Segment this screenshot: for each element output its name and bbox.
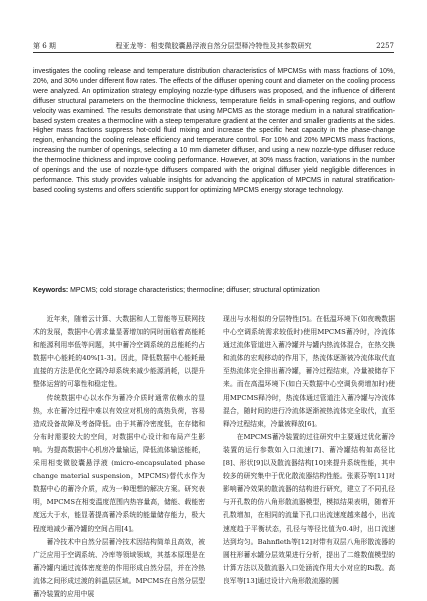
running-title: 程亚龙等：相变微胶囊悬浮液自然分层型释冷特性及其参数研究 bbox=[115, 42, 312, 50]
right-paragraph-2: 在MPCMS蓄冷装置的过往研究中主要通过优化蓄冷装置的运行参数如入口流速[7]、蓄冷罐结构如高径比[8]、形状[9]以及散流器结构[10]来提升系统性能，其中较多的研究集中于优化散流器结构性能。张素芬等[11]对影响蓄冷效果的散流器的结构进行研究，建立了不同孔径与开孔数的仿八角形散流器模型，模拟结果表明，随着开孔数增加，在相同的流量下孔口出流速度越来越小，出流速度趋于平衡状态，孔径与等径比值为0.4时，出口流速达到均匀。Bahnfleth等[12]对带有双层八角形散流器的圆柱形蓄水罐分层效果进行分析，提出了二维数值模型的计算方法以及散流器入口处涵流作用大小对应的Ri数。高良军等[13]通过设计六角形散流器的圆 bbox=[223, 432, 395, 585]
left-paragraph-2: 传统数据中心以水作为蓄冷介质时通常依赖水的显热，水在蓄冷过程中难以有效应对机房的高热负荷，容易造成设备故障及考备降低。由于其蓄冷密度低，在存储和分布时需要较大的空间，对数据中心设计和布局产生影响。为提高数据中心机房冷量输运，降低流体输送能耗，采用相变微胶囊悬浮液 (micro-encapsulated phase change material suspension，MPCMS)替代水作为数据中心的蓄冷介质，成为一种理想的解决方案。研究表明，MPCMS在相变温度范围内热容量高，储能、载能密度远大于水，能显著提高蓄冷系统的能量储存能力，极大程度地减少蓄冷罐的空间占用[4]。 bbox=[33, 393, 205, 533]
left-column bbox=[33, 313, 205, 601]
left-paragraph-1: 近年来，随着云计算、大数据和人工智能等互联网技术的发展，数据中心需求量显著增加的同时面临着高能耗和能源利用率低等问题，其中蓄冷空调系统的总能耗约占数据中心能耗的40%[1-3]。因此，降低数据中心能耗最直接的方法是优化空调冷却系统来减少能源消耗，以提升整体运营的可靠性和稳定性。 bbox=[33, 315, 205, 389]
left-paragraph-3: 蓄冷技术中自然分层蓄冷技术因结构简单且高效，被广泛应用于空调系统、冷库等领域领域，其基本原理是在蓄冷罐内通过流体密度差的作用形成自然分层，并在冷热流体之间形成过渡的斜温层区域。MPCMS在自然分层型蓄冷装置的应用中展 bbox=[33, 537, 205, 598]
issue-number: 第 6 期 bbox=[33, 42, 56, 50]
keywords-text: MPCMS; cold storage characteristics; thermocline; diffuser; structural optimization bbox=[68, 287, 320, 294]
keywords bbox=[33, 286, 395, 296]
abstract-body: investigates the cooling release and temperature distribution characteristics of MPCMSs with mass fractions of 10%, 20%, and 30% under different flow rates. The effects of the diffuser opening count and diameter on the cooling process were analyzed. An optimization strategy employing nozzle-type diffusers was proposed, and the influence of different diffuser structural parameters on the thermocline thickness, temperature fields in small-opening regions, and outflow velocity was examined. The results demonstrate that using MPCMS as the storage medium in a natural stratification-based system creates a thermocline with a steep temperature gradient at the center and smaller gradients at the sides. Higher mass fractions suppress hot-cold fluid mixing and increase the specific heat capacity in the phase-change region, enhancing the cooling release efficiency and temperature control. For 10% and 20% MPCMS mass fractions, increasing the number of openings, selecting a 10 mm diameter diffuser, and using a new nozzle-type diffuser reduce the thermocline thickness and improve cooling performance. However, at 30% mass fraction, variations in the number of openings and the use of nozzle-type diffusers compared with the original diffuser yield negligible differences in performance. This study provides valuable insights for advancing the application of MPCMS in natural stratification-based cooling systems and offers scientific support for optimizing MPCMS energy storage technology. bbox=[33, 68, 395, 194]
running-header bbox=[33, 40, 394, 53]
keywords-label: Keywords: bbox=[33, 287, 69, 294]
right-paragraph-1: 现出与水相似的分层特性[5]。在低温环境下(如夜晚数据中心空调系统需求较低时)使用MPCMS蓄冷时，冷流体通过流体管道进入蓄冷罐并与罐内热流体混合，在热交换和流体的宏观移动的作用下，热流体逐渐被冷流体取代直至热流体完全排出蓄冷罐，蓄冷过程结束，冷量被储存下来。而在高温环境下(如白天数据中心空调负荷增加时)使用MPCMS释冷时，热流体通过管道注入蓄冷罐与冷流体混合，随时间的进行冷流体逐渐被热流体完全取代，直至释冷过程结束，冷量被释放[6]。 bbox=[223, 315, 395, 428]
page-number: 2257 bbox=[376, 42, 394, 50]
right-column bbox=[223, 313, 395, 588]
